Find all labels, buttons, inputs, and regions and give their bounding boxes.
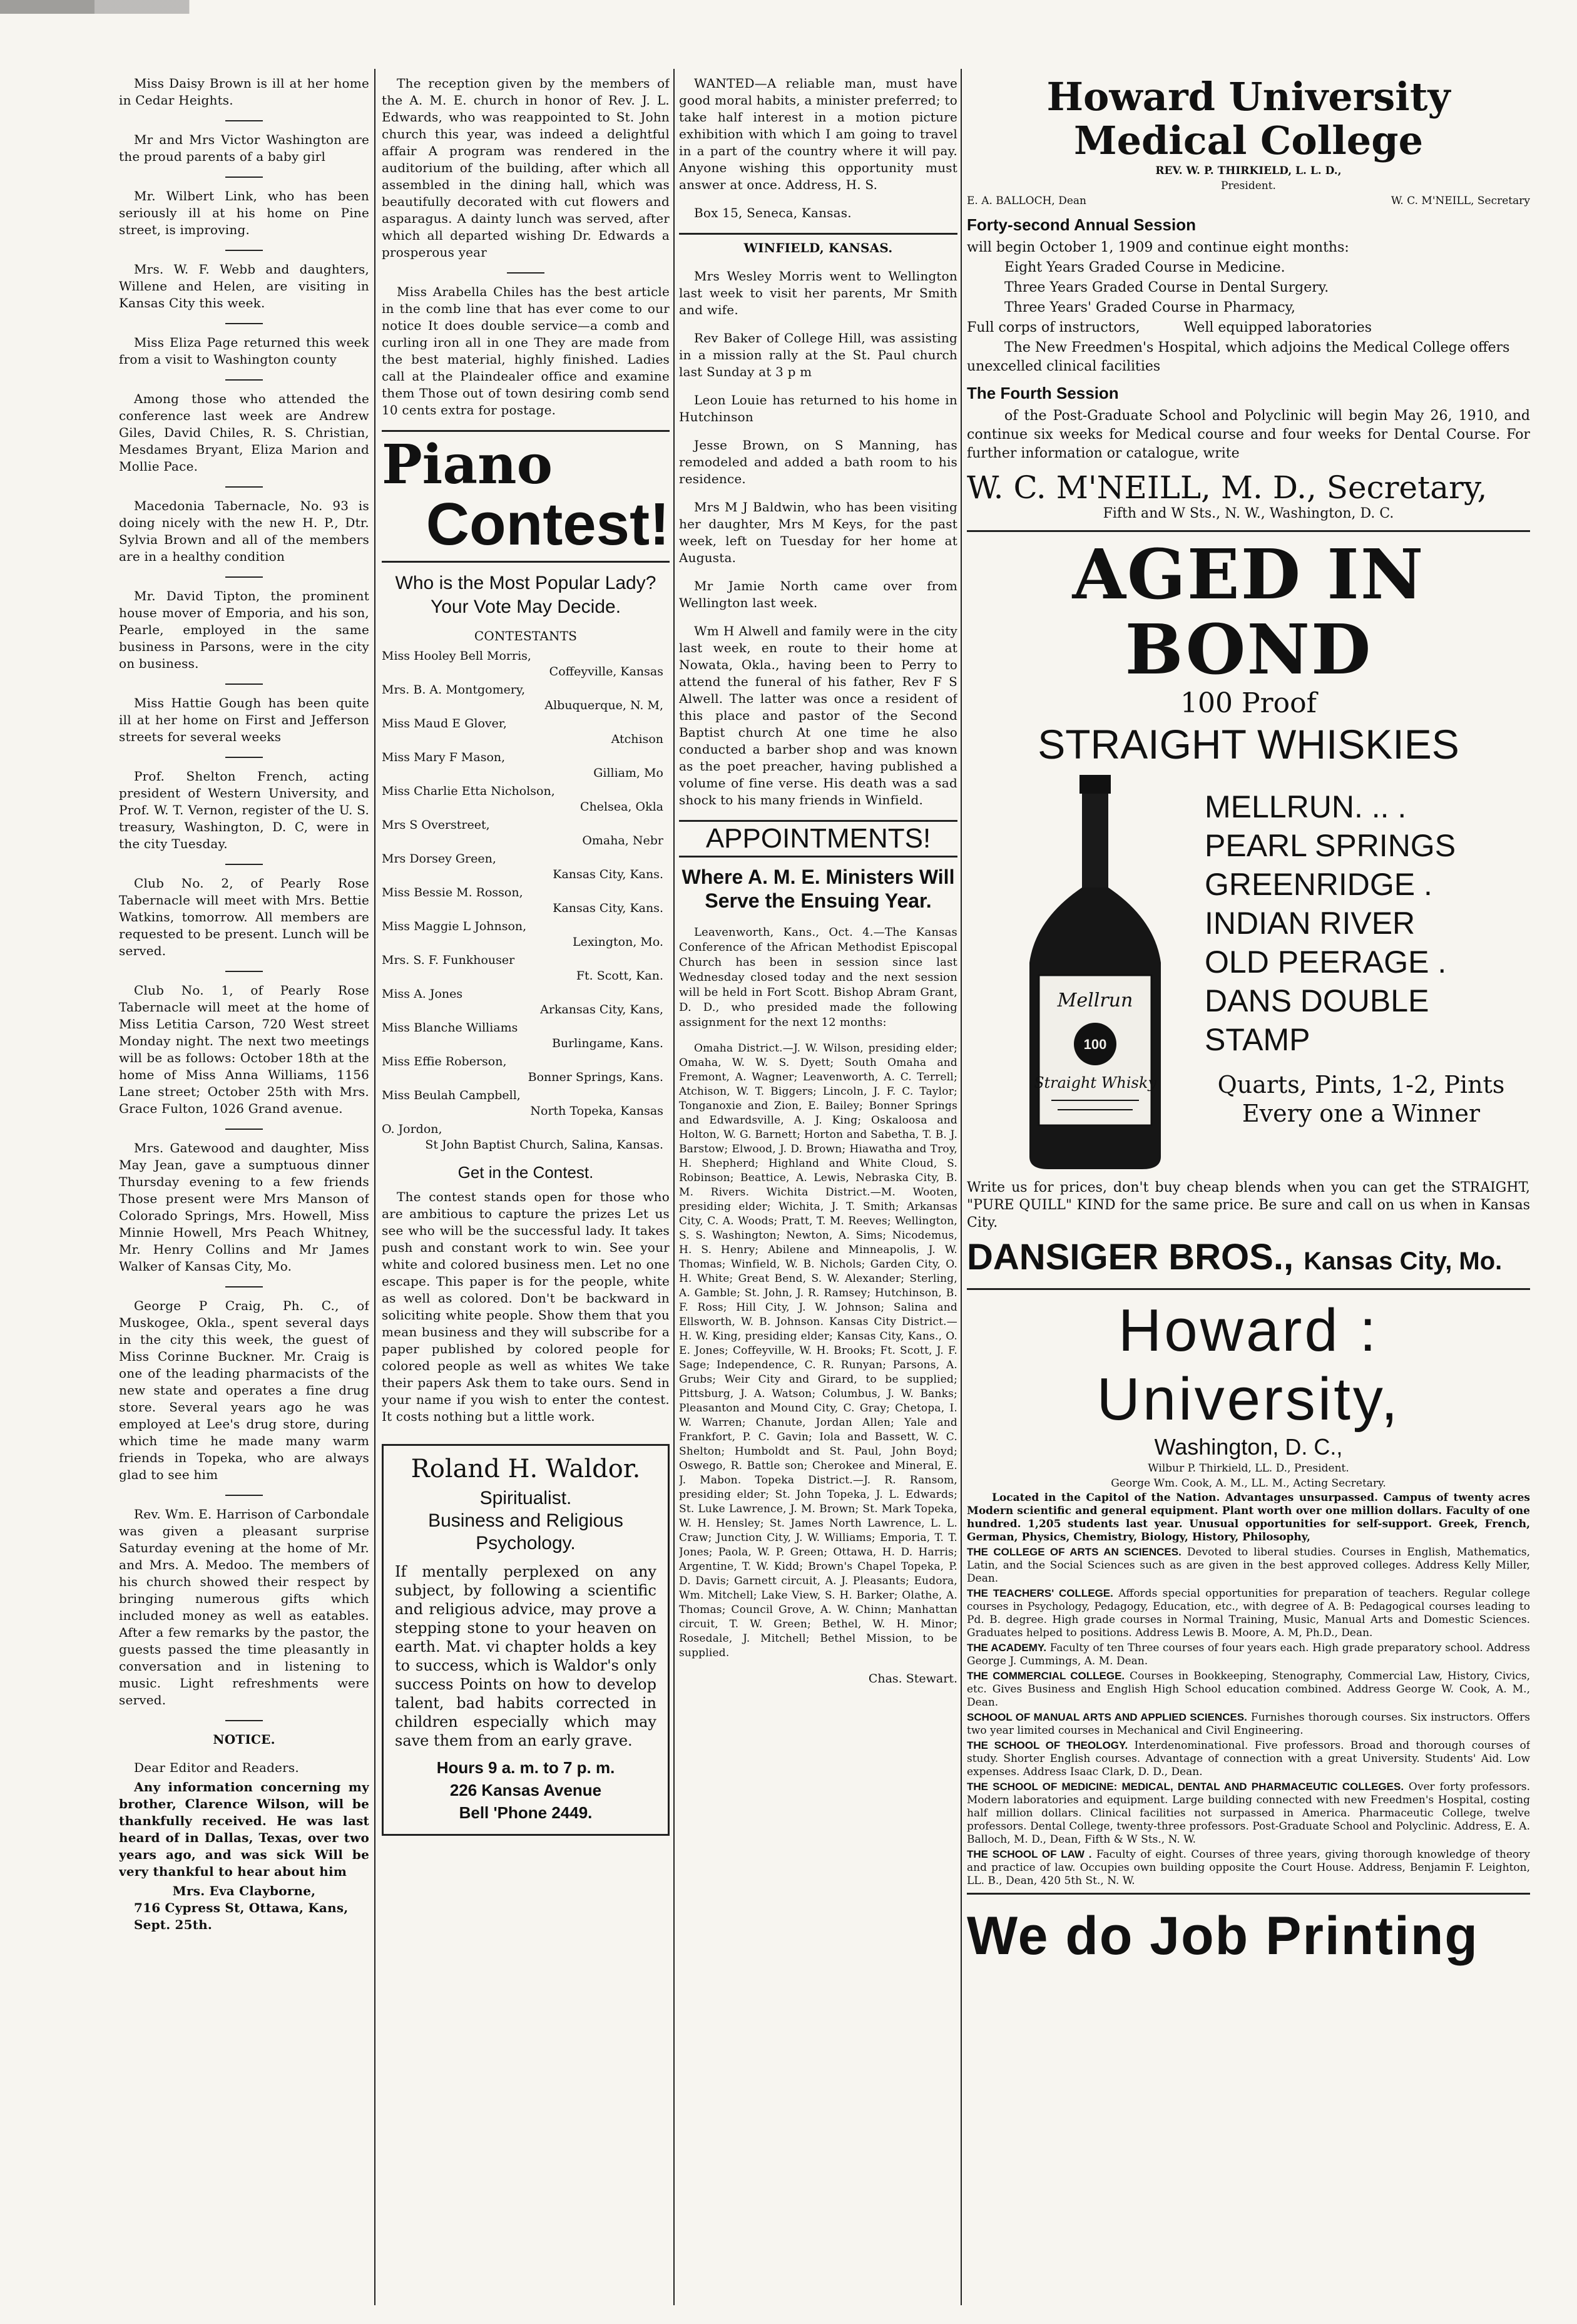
secretary-name: W. C. M'NEILL, Secretary	[1391, 195, 1530, 207]
contestant-name: Miss A. Jones	[382, 987, 463, 1001]
news-item: Miss Eliza Page returned this week from a visit to Washington county	[119, 335, 369, 367]
session-heading: Forty-second Annual Session	[967, 215, 1196, 234]
divider	[967, 1893, 1530, 1895]
column-advertisements	[967, 75, 1530, 2299]
contestant-town: Albuquerque, N. M,	[544, 699, 663, 712]
session-line: Eight Years Graded Course in Medicine.	[1004, 260, 1285, 275]
contestant	[382, 1020, 670, 1052]
university-description: Located in the Capitol of the Nation. Advantages unsurpassed. Campus of twenty acres Modern scientific and general equipment. Plant worth over one million dollars. Faculty of one hundred. 1,205 students last year. Unusual opportunities for self-support. Greek, French, German, Physics, Chemistry, Biology, History, Philosophy,	[967, 1492, 1530, 1543]
news-item: Mrs. W. F. Webb and daughters, Willene and Helen, are visiting in Kansas City this week.	[119, 262, 369, 310]
item-separator	[225, 1286, 263, 1287]
school-heading: THE COLLEGE OF ARTS AN SCIENCES.	[967, 1546, 1181, 1558]
signature: Chas. Stewart.	[868, 1672, 957, 1686]
get-in-heading: Get in the Contest.	[457, 1163, 594, 1182]
president-line: Wilbur P. Thirkield, LL. D., President.	[1148, 1462, 1349, 1475]
contestant-town: Bonner Springs, Kans.	[528, 1070, 663, 1084]
appointments-intro: Leavenworth, Kans., Oct. 4.—The Kansas Conference of the African Methodist Episcopal Church has been in session since last Wednesday closed today and the next session will be held in Fort Scott. Bishop Abram Grant, D. D., who presided made the following assignment for the next 12 months:	[679, 926, 957, 1029]
school-heading: SCHOOL OF MANUAL ARTS AND APPLIED SCIENCES.	[967, 1711, 1247, 1723]
news-item: Club No. 1, of Pearly Rose Tabernacle will meet at the home of Miss Letitia Carson, 720 West street Monday night. The next two meetings will be as follows: October 18th at the home of Miss Anna Williams, 1156 Lane street; October 25th with Mrs. Grace Fulton, 1026 Grand avenue.	[119, 983, 369, 1116]
school-heading: THE SCHOOL OF THEOLOGY.	[967, 1739, 1128, 1751]
school-entry	[967, 1848, 1530, 1888]
news-item: Leon Louie has returned to his home in Hutchinson	[679, 392, 957, 424]
contestant-name: Miss Hooley Bell Morris,	[382, 649, 531, 663]
school-text: Faculty of eight. Courses of three years, giving thorough knowledge of theory and practice of law. Occupies own building opposite the Court House. Address, Benjamin F. Leighton, LL. B., Dean, 420 5th St., N. W.	[967, 1848, 1530, 1887]
contest-question: Who is the Most Popular Lady? Your Vote May Decide.	[395, 573, 656, 617]
school-heading: THE TEACHERS' COLLEGE.	[967, 1587, 1113, 1599]
contestant	[382, 1054, 670, 1085]
school-entry	[967, 1641, 1530, 1668]
fourth-session-text: of the Post-Graduate School and Polyclinic will begin May 26, 1910, and continue six weeks for Medical course and four weeks for Dental Course. For further information or catalogue, write	[967, 408, 1530, 461]
school-entry	[967, 1545, 1530, 1585]
notice-date: Sept. 25th.	[134, 1917, 213, 1932]
school-entry	[967, 1780, 1530, 1846]
ad-phone: Bell 'Phone 2449.	[459, 1803, 593, 1822]
contestant-town: Kansas City, Kans.	[553, 901, 663, 915]
notice-title: NOTICE.	[213, 1732, 275, 1747]
proof-text: 100 Proof	[1180, 687, 1317, 719]
straight-whiskies-heading: STRAIGHT WHISKIES	[1038, 721, 1459, 767]
contestant-town: Omaha, Nebr	[582, 834, 663, 847]
appointments-heading: APPOINTMENTS!	[679, 820, 957, 857]
contestant	[382, 750, 670, 781]
item-separator	[225, 1720, 263, 1721]
scan-edge	[0, 0, 1577, 14]
divider	[967, 1288, 1530, 1290]
officers-row	[967, 194, 1530, 208]
item-separator	[225, 250, 263, 251]
contestant-name: Mrs. S. F. Funkhouser	[382, 953, 515, 967]
howard-location: Washington, D. C.,	[1154, 1434, 1343, 1460]
contestant	[382, 784, 670, 815]
news-item: Rev Baker of College Hill, was assisting in a mission rally at the St. Paul church last Sunday at 3 p m	[679, 330, 957, 379]
whisky-ad-body	[967, 775, 1530, 1175]
waldor-advertisement	[382, 1444, 670, 1836]
ad-name: Roland H. Waldor.	[411, 1455, 641, 1483]
contestant-name: Mrs. B. A. Montgomery,	[382, 683, 526, 697]
contestant	[382, 953, 670, 984]
column-rule	[673, 69, 675, 2305]
school-entry	[967, 1711, 1530, 1738]
news-item: Mrs Wesley Morris went to Wellington last week to visit her parents, Mr Smith and wife.	[679, 269, 957, 317]
whisky-call-to-action: Write us for prices, don't buy cheap blends when you can get the STRAIGHT, "PURE QUILL" KIND for the same price. Be sure and call on us when in Kansas City.	[967, 1180, 1530, 1231]
notice-line: Dear Editor and Readers.	[134, 1760, 299, 1775]
item-separator	[225, 971, 263, 972]
contestant-town: Kansas City, Kans.	[553, 868, 663, 881]
appointments-list: Omaha District.—J. W. Wilson, presiding elder; Omaha, W. W. S. Dyett; South Omaha and Fremont, A. Wagner; Leavenworth, A. C. Terrell; Atchison, W. T. Biggers; Lincoln, J. F. C. Taylor; Tonganoxie and Zion, E. Bailey; Bonner Springs and Edwardsville, A. J. King; Oskaloosa and Holton, W. G. Barnett; Horton and Sabetha, T. B. J. Barstow; Elwood, J. D. Brown; Hiawatha and Troy, H. Shepherd; Highland and White Cloud, S. Robinson; Beattice, A. Lewis, Nebraska City, B. M. Rivers. Wichita District.—M. Wooten, presiding elder; Wichita, J. T. Smith; Arkansas City, C. A. Woods; Pratt, T. M. Reeves; Wellington, S. S. Washington; Newton, A. Sims; Nicodemus, H. S. Henry; Abilene and Minneapolis, J. W. Thomas; Winfield, W. B. Nichols; Garden City, O. H. White; Great Bend, S. W. Alexander; Sterling, A. Gamble; St. John, J. R. Ramsey; Hutchinson, B. F. Ross; Hill City, J. W. Johnson; Salina and Ellsworth, W. B. Johnson. Kansas City District.—H. W. King, presiding elder; Kansas City, Kans., O. E. Jones; Coffeyville, W. H. Brooks; Ft. Scott, J. F. Sage; Independence, C. R. Runyan; Parsons, A. Grubs; Weir City and Girard, to be supplied; Pittsburg, J. A. Watson; Columbus, J. W. Banks; Pleasanton and Mound City, C. Gray; Chetopa, I. W. Warren; Chanute, Jordan Allen; Yale and Frankfort, P. C. Gavin; Iola and Bassett, W. C. Shelton; Humboldt and St. Paul, John Boyd; Oswego, R. Battle son; Cherokee and Mineral, E. J. Mabon. Topeka District.—J. R. Ransom, presiding elder; St. John Topeka, J. L. Edwards; St. Luke Lawrence, J. M. Brown; St. Mark Topeka, W. H. Hensley; St. James North Lawrence, L. L. Craw; Junction City, J. W. Williams; Emporia, T. T. Jones; Paola, W. P. Green; Ottawa, H. D. Harris; Argentine, T. W. Kidd; Brown's Chapel Topeka, P. D. Davis; Garnett circuit, A. J. Pleasants; Eudora, Wm. Mitchell; Lake View, S. H. Barker; Olathe, A. Thomas; Council Grove, A. W. Chinn; Manhattan circuit, T. W. Green; Bethel, W. H. Minor; Rosedale, J. Mitchell; Bethel Mission, to be supplied.	[679, 1042, 957, 1659]
news-item: Among those who attended the conference last week are Andrew Giles, David Chiles, R. S. Christian, Mesdames Bryant, Eliza Marion and Mollie Pace.	[119, 391, 369, 474]
session-line: Three Years Graded Course in Dental Surgery.	[1004, 280, 1329, 295]
school-text: Courses in Bookkeeping, Stenography, Commercial Law, History, Civics, etc. Gives Business and English High School education combined. Address George W. Cook, A. M., Dean.	[967, 1670, 1530, 1709]
school-heading: THE SCHOOL OF LAW .	[967, 1848, 1092, 1860]
president-name: REV. W. P. THIRKIELD, L. L. D.,	[1155, 165, 1342, 177]
school-heading: THE COMMERCIAL COLLEGE.	[967, 1670, 1125, 1682]
news-item: Miss Hattie Gough has been quite ill at her home on First and Jefferson streets for several weeks	[119, 695, 369, 744]
item-separator	[225, 864, 263, 865]
contestant-town: Lexington, Mo.	[572, 935, 663, 949]
school-entry	[967, 1587, 1530, 1640]
wanted-ad: WANTED—A reliable man, must have good moral habits, a minister preferred; to take half interest in a motion picture exhibition with which I am going to travel in a part of the country where it will pay. Anyone wishing this opportunity must answer at once. Address, H. S.	[679, 76, 957, 192]
notice-address: 716 Cypress St, Ottawa, Kans,	[134, 1900, 349, 1915]
contestant-list	[382, 648, 670, 1153]
job-printing-advertisement: We do Job Printing	[967, 1906, 1479, 1966]
contestant-town: Ft. Scott, Kan.	[576, 969, 663, 983]
svg-text:100: 100	[1083, 1037, 1107, 1052]
contestant-name: Miss Blanche Williams	[382, 1021, 518, 1035]
news-item: Mr and Mrs Victor Washington are the proud parents of a baby girl	[119, 132, 369, 164]
session-line: Three Years' Graded Course in Pharmacy,	[1004, 300, 1296, 315]
news-item: Wm H Alwell and family were in the city last week, en route to their home at Nowata, Okla., having been to Perry to attend the funeral of his father, Rev F S Alwell. The latter was once a resident of this place and pastor of the Second Baptist church At one time he also conducted a barber shop and was known as the poet preacher, having published a volume of fine verse. His death was a sad shock to his many friends in Winfield.	[679, 623, 957, 807]
contestants-heading: CONTESTANTS	[474, 628, 578, 643]
aged-in-bond-heading: AGED IN BOND	[1072, 534, 1425, 690]
item-separator	[225, 683, 263, 685]
piano-heading: Piano	[382, 433, 553, 496]
school-heading: THE SCHOOL OF MEDICINE: MEDICAL, DENTAL AND PHARMACEUTIC COLLEGES.	[967, 1781, 1404, 1793]
contestant-town: Arkansas City, Kans,	[540, 1003, 663, 1016]
dean-name: E. A. BALLOCH, Dean	[967, 195, 1087, 207]
session-line: Full corps of instructors, Well equipped laboratories	[967, 320, 1372, 335]
contestant-town: North Topeka, Kansas	[530, 1104, 663, 1118]
school-text: Interdenominational. Five professors. Broad and thorough courses of study. Shorter English courses. Advantage of connection with a great University. Students' Aid. Low expenses. Address Isaac Clark, D. D., Dean.	[967, 1739, 1530, 1778]
divider	[679, 233, 957, 235]
contestant	[382, 648, 670, 680]
school-text: Faculty of ten Three courses of four years each. High grade preparatory school. Address George J. Cummings, A. M. Dean.	[967, 1642, 1530, 1667]
contestant	[382, 817, 670, 849]
winner-text: Every one a Winner	[1242, 1100, 1481, 1127]
news-item: Miss Arabella Chiles has the best article in the comb line that has ever come to our notice It does double service—a comb and curling iron all in one They are made from the best material, highly finished. Ladies call at the Plaindealer office and examine them Those out of town desiring comb send 10 cents extra for postage.	[382, 284, 670, 417]
contestant-town: Coffeyville, Kansas	[549, 665, 663, 678]
contestant-town: Chelsea, Okla	[580, 800, 663, 814]
item-separator	[225, 757, 263, 758]
contestant-name: Miss Mary F Mason,	[382, 750, 506, 764]
dansiger-bros-name	[967, 1236, 1530, 1283]
president-title: President.	[1221, 180, 1276, 192]
contestant-name: Miss Charlie Etta Nicholson,	[382, 784, 555, 798]
brand-name: INDIAN RIVER	[1205, 906, 1416, 941]
divider	[382, 430, 670, 432]
news-item: Mrs. Gatewood and daughter, Miss May Jean, gave a sumptuous dinner Thursday evening to a few friends Those present were Mrs Manson of Colorado Springs, Mrs. Howell, Miss Minnie Howell, Mrs Peach Whitney, Mr. Henry Collins and Mr James Walker of Kansas City, Mo.	[119, 1140, 369, 1274]
contest-rules: The contest stands open for those who are ambitious to capture the prizes Let us see who will be the successful lady. It takes push and constant work to win. See your white and colored business men. Let no one escape. This paper is for the people, white as well as colored. Don't be backward in soliciting white people. Show them that you mean business and they will subscribe for a paper published by colored people for colored people as well as whites We take their papers Ask them to take ours. Send in your name if you wish to enter the contest. It costs nothing but a little work.	[382, 1189, 670, 1424]
contestant-name: Miss Effie Roberson,	[382, 1055, 507, 1068]
ad-body: If mentally perplexed on any subject, by following a scientific and religious advice, may prove a stepping stone to your heaven on earth. Mat. vi chapter holds a key to success, which is Waldor's only success Points on how to develop talent, bad habits corrected in children especially which may save them from an early grave.	[395, 1563, 656, 1749]
contestant-name: Miss Bessie M. Rosson,	[382, 886, 523, 899]
news-item: Rev. Wm. E. Harrison of Carbondale was given a pleasant surprise Saturday evening at the home of Mr. and Mrs. A. Medoo. The members of his church showed their respect by bringing numerous gifts which included money as well as eatables. After a few remarks by the pastor, the guests passed the time pleasantly in conversation and in listening to music. Light refreshments were served.	[119, 1507, 369, 1707]
school-entry	[967, 1739, 1530, 1779]
item-separator	[225, 576, 263, 578]
item-separator	[225, 120, 263, 121]
item-separator	[225, 486, 263, 488]
wanted-box: Box 15, Seneca, Kansas.	[694, 205, 852, 220]
contestant	[382, 1088, 670, 1119]
contest-heading: Contest!	[426, 491, 670, 558]
school-entry	[967, 1669, 1530, 1709]
item-separator	[225, 379, 263, 381]
sizes-text: Quarts, Pints, 1-2, Pints	[1217, 1071, 1505, 1098]
column-winfield-appointments	[679, 75, 957, 2299]
school-text: Affords special opportunities for preparation of teachers. Regular college courses in Psychology, Pedagogy, Education, etc., with degree of A. B: Pedagogical courses leading to Pd. B. degree. High grade courses in Normal Training, Music, Manual Arts and Domestic Sciences. Graduates helped to positions. Address Lewis B. Moore, A. M, Ph.D., Dean.	[967, 1587, 1530, 1639]
news-item: Mr Jamie North came over from Wellington last week.	[679, 578, 957, 610]
news-item: The reception given by the members of the A. M. E. church in honor of Rev. J. L. Edwards, who was reappointed to St. John church this year, was indeed a delightful affair A program was rendered in the auditorium of the building, after which all assembled in the dining hall, which was beautifully decorated with cut flowers and asparagus. A dainty lunch was served, after which all departed wishing Dr. Edwards a prosperous year	[382, 76, 670, 260]
fourth-session-heading: The Fourth Session	[967, 384, 1119, 402]
contestant-town: Gilliam, Mo	[593, 766, 663, 780]
divider	[967, 530, 1530, 532]
column-rule	[961, 69, 962, 2305]
divider	[382, 561, 670, 563]
column-contest	[382, 75, 670, 2299]
contestant	[382, 716, 670, 747]
contestant	[382, 919, 670, 950]
contestant-town: St John Baptist Church, Salina, Kansas.	[425, 1138, 663, 1152]
contestant-name: Miss Maud E Glover,	[382, 717, 507, 730]
contestant-name: Mrs Dorsey Green,	[382, 852, 496, 866]
brand-name: OLD PEERAGE .	[1205, 944, 1447, 980]
ad-address: 226 Kansas Avenue	[449, 1781, 602, 1799]
item-separator	[225, 1495, 263, 1496]
ad-line: Spiritualist.	[479, 1488, 572, 1508]
brand-name: GREENRIDGE .	[1205, 867, 1432, 902]
winfield-heading: WINFIELD, KANSAS.	[743, 240, 893, 255]
item-separator	[225, 177, 263, 178]
contestant	[382, 1122, 670, 1153]
news-item: Miss Daisy Brown is ill at her home in Cedar Heights.	[119, 76, 369, 108]
brand-name: MELLRUN. .. .	[1205, 789, 1407, 824]
whisky-bottle-illustration	[1011, 775, 1180, 1169]
company-city: Kansas City, Mo.	[1304, 1247, 1503, 1275]
school-heading: THE ACADEMY.	[967, 1642, 1047, 1654]
column-local-news	[119, 75, 369, 2299]
contestant-name: Miss Beulah Campbell,	[382, 1088, 521, 1102]
item-separator	[225, 1129, 263, 1130]
contestant-name: Miss Maggie L Johnson,	[382, 919, 527, 933]
news-item: Macedonia Tabernacle, No. 93 is doing nicely with the new H. P., Dtr. Sylvia Brown and all of the members are in a healthy condition	[119, 498, 369, 564]
howard-university-title: Howard : University,	[1096, 1297, 1401, 1433]
secretary-line: George Wm. Cook, A. M., LL. M., Acting Secretary.	[1111, 1477, 1386, 1490]
news-item: Mrs M J Baldwin, who has been visiting her daughter, Mrs M Keys, for the past week, left on Tuesday for her home at Augusta.	[679, 499, 957, 565]
session-line: The New Freedmen's Hospital, which adjoins the Medical College offers unexcelled clinical facilities	[967, 340, 1510, 374]
news-item: Jesse Brown, on S Manning, has remodeled and added a bath room to his residence.	[679, 438, 957, 486]
school-text: Over forty professors. Modern laboratories and equipment. Large building connected with new Freedmen's Hospital, costing half million dollars. Clinical facilities not surpassed in America. Pharmaceutic College, twelve professors. Dental College, twenty-three professors. Post-Graduate School and Polyclinic. Address, E. A. Balloch, M. D., Dean, Fifth & W Sts., N. W.	[967, 1781, 1530, 1846]
news-item: George P Craig, Ph. C., of Muskogee, Okla., spent several days in the city this week, the guest of Miss Corinne Buckner. Mr. Craig is one of the leading pharmacists of the new state and operates a fine drug store. Several years ago he was employed at Lee's drug store, during which time he made many warm friends in Topeka, who are always glad to see him	[119, 1298, 369, 1482]
notice-signature: Mrs. Eva Clayborne,	[172, 1883, 316, 1898]
news-item: Mr. Wilbert Link, who has been seriously ill at his home on Pine street, is improving.	[119, 188, 369, 237]
news-item: Club No. 2, of Pearly Rose Tabernacle will meet with Mrs. Bettie Watkins, tomorrow. All members are requested to be present. Lunch will be served.	[119, 876, 369, 958]
news-item: Mr. David Tipton, the prominent house mover of Emporia, and his son, Pearle, employed in the same business in Parsons, were in the city on business.	[119, 588, 369, 671]
contestant-town: Burlingame, Kans.	[551, 1037, 663, 1050]
brand-list	[1205, 787, 1518, 1128]
brand-name: DANS DOUBLE	[1205, 983, 1429, 1018]
item-separator	[507, 272, 544, 274]
contestant-name: O. Jordon,	[382, 1122, 442, 1136]
svg-text:Mellrun: Mellrun	[1057, 990, 1133, 1011]
brand-name: PEARL SPRINGS	[1205, 828, 1456, 863]
contestant	[382, 885, 670, 916]
item-separator	[225, 323, 263, 324]
session-line: will begin October 1, 1909 and continue eight months:	[967, 240, 1349, 255]
school-text: Furnishes thorough courses. Six instructors. Offers two year limited courses in Mechanical and Civil Engineering.	[967, 1711, 1530, 1737]
ad-hours: Hours 9 a. m. to 7 p. m.	[436, 1758, 615, 1777]
contestant-town: Atchison	[611, 732, 663, 746]
notice-line: Any information concerning my brother, Clarence Wilson, will be thankfully received. He was last heard of in Dallas, Texas, over two years ago, and was sick Will be very thankful to hear about him	[119, 1779, 369, 1879]
brand-name: STAMP	[1205, 1022, 1310, 1057]
column-rule	[374, 69, 375, 2305]
school-text: Devoted to liberal studies. Courses in English, Mathematics, Latin, and the Social Sciences such as are given in the best approved colleges. Address Kelly Miller, Dean.	[967, 1546, 1530, 1585]
contestant	[382, 682, 670, 714]
news-item: Prof. Shelton French, acting president of Western University, and Prof. W. T. Vernon, register of the U. S. treasury, Washington, D. C, were in the city Tuesday.	[119, 769, 369, 851]
contestant-name: Mrs S Overstreet,	[382, 818, 490, 832]
svg-text:Straight Whisky: Straight Whisky	[1034, 1074, 1156, 1092]
contestant	[382, 851, 670, 883]
secretary-signature: W. C. M'NEILL, M. D., Secretary,	[967, 469, 1488, 506]
secretary-address: Fifth and W Sts., N. W., Washington, D. C.	[1103, 506, 1394, 521]
appointments-subheading: Where A. M. E. Ministers Will Serve the Ensuing Year.	[681, 866, 955, 912]
company-name: DANSIGER BROS.,	[967, 1237, 1294, 1277]
medical-college-title: Howard University Medical College	[1046, 75, 1451, 163]
contestant	[382, 986, 670, 1018]
ad-line: Business and Religious Psychology.	[428, 1510, 623, 1554]
